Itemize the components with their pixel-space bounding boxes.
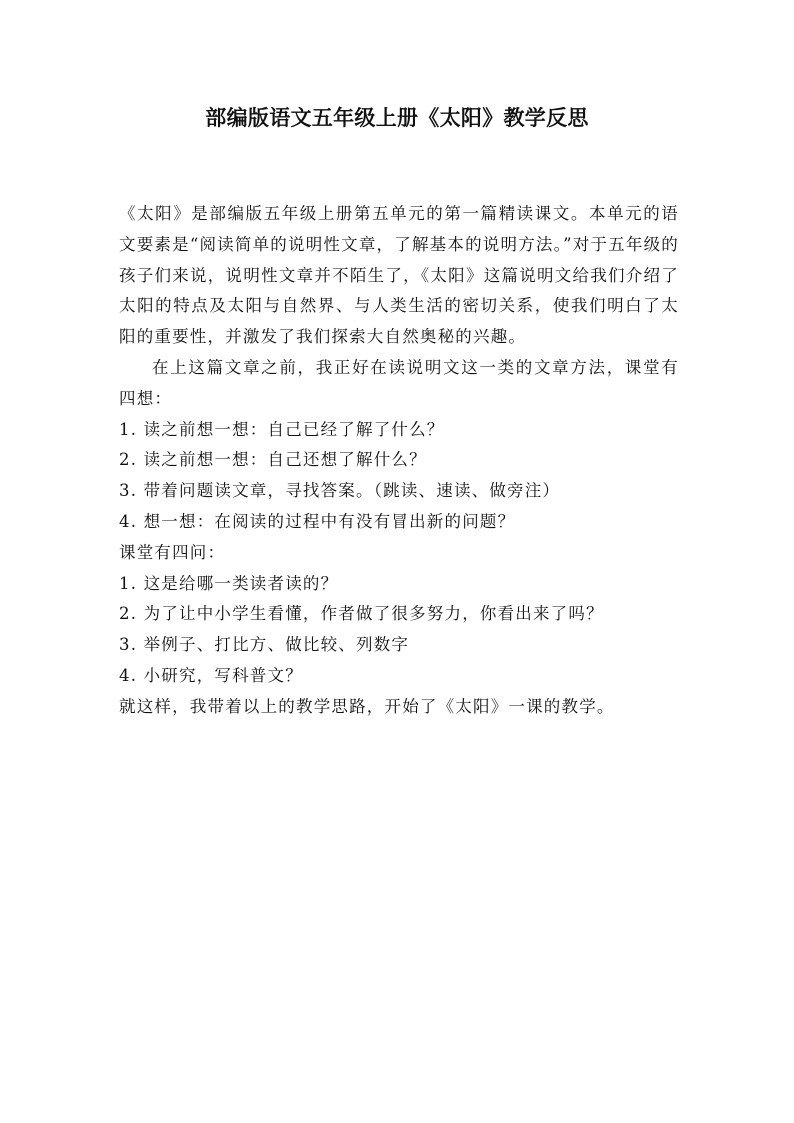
question-item: 3. 举例子、打比方、做比较、列数字 <box>119 635 410 655</box>
method-paragraph: 在上这篇文章之前，我正好在读说明文这一类的文章方法，课堂有四想： <box>119 357 679 408</box>
document-body <box>119 199 679 723</box>
thought-item: 2. 读之前想一想：自己还想了解什么？ <box>119 450 427 470</box>
intro-paragraph: 《太阳》是部编版五年级上册第五单元的第一篇精读课文。本单元的语文要素是“阅读简单的说明性文章，了解基本的说明方法。”对于五年级的孩子们来说，说明性文章并不陌生了，《太阳》这篇说明文给我们介绍了太阳的特点及太阳与自然界、与人类生活的密切关系，使我们明白了太阳的重要性，并激发了我们探索大自然奥秘的兴趣。 <box>119 204 679 347</box>
document-title: 部编版语文五年级上册《太阳》教学反思 <box>205 106 589 130</box>
thought-item: 3. 带着问题读文章，寻找答案。（跳读、速读、做旁注） <box>119 481 561 501</box>
question-item: 2. 为了让中小学生看懂，作者做了很多努力，你看出来了吗？ <box>119 604 604 624</box>
question-item: 4. 小研究，写科普文？ <box>119 665 303 685</box>
thought-item: 4. 想一想：在阅读的过程中有没有冒出新的问题？ <box>119 511 516 531</box>
questions-heading: 课堂有四问： <box>119 542 226 562</box>
closing-line: 就这样，我带着以上的教学思路，开始了《太阳》一课的教学。 <box>119 696 615 716</box>
thought-item: 1. 读之前想一想：自己已经了解了什么？ <box>119 419 445 439</box>
question-item: 1. 这是给哪一类读者读的？ <box>119 573 339 593</box>
